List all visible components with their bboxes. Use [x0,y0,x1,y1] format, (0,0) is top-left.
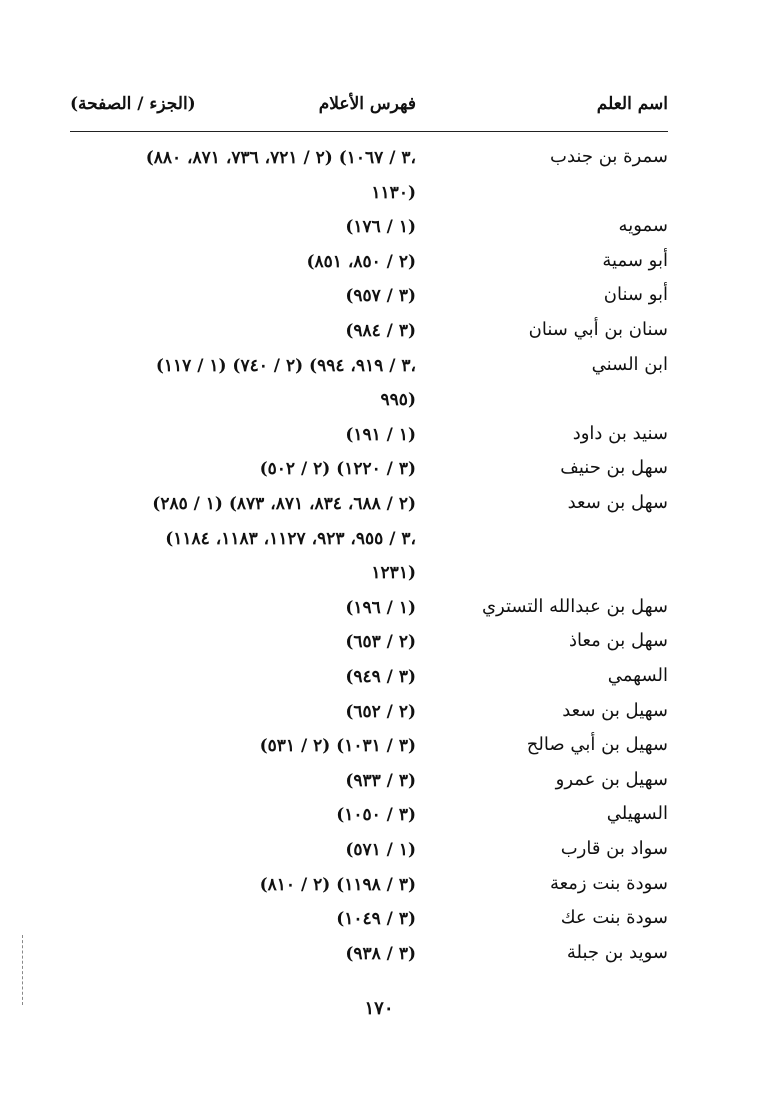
index-entry [70,596,668,630]
entry-name: سهل بن حنيف [560,457,668,479]
entry-name: أبو سنان [603,284,668,306]
index-entry [70,700,668,734]
entry-references: (١ / ١٧٦) [345,217,416,238]
index-entry [70,215,668,249]
table-header [70,94,668,126]
index-entry [70,181,668,215]
index-entry [70,873,668,907]
entry-references: (٢ / ٥٠٢) (٣ / ١٢٢٠) [259,459,416,480]
reference-column-header: (الجزء / الصفحة) [70,94,196,114]
entry-name: سهيل بن عمرو [555,768,668,790]
entry-references: (٢ / ٨٥٠، ٨٥١) [306,251,416,272]
index-entry [70,734,668,768]
entry-name: سودة بنت زمعة [549,872,668,894]
entry-references: (٣ / ٩٨٤) [345,321,416,341]
entry-name: سمويه [618,215,668,237]
entry-name: سواد بن قارب [560,838,668,859]
index-entry [70,630,668,664]
entry-references: (١ / ١١٧) (٢ / ٧٤٠) (٣ / ٩١٩، ٩٩٤، [155,355,416,376]
index-entry [70,492,668,526]
page-number: ١٧٠ [364,998,394,1019]
entry-references: (٢ / ٧٢١، ٧٣٦، ٨٧١، ٨٨٠) (٣ / ١٠٦٧، [145,148,416,168]
entry-name: السهيلي [606,803,668,825]
entry-name: سمرة بن جندب [550,146,668,167]
index-entry [70,284,668,318]
index-entry [70,457,668,491]
index-entry [70,803,668,837]
header-divider [70,131,668,132]
entry-references: (٢ / ٦٥٢) [345,701,416,722]
entry-name: ابن السني [591,353,668,375]
entry-name: أبو سمية [602,249,668,271]
entry-name: السهمي [607,665,668,686]
entry-references: (٢ / ٦٥٣) [345,632,416,653]
entry-name: سهيل بن سعد [562,699,668,721]
entry-references: (١ / ١٩١) [345,424,416,445]
entry-references: (٣ / ١٠٤٩) [336,909,416,930]
entry-name: سودة بنت عك [560,907,668,929]
entry-references: (٣ / ١٠٥٠) [336,805,416,826]
entry-references: ١٢٣١) [371,563,416,584]
entry-references: (٣ / ٩٣٣) [345,770,416,791]
index-entry [70,423,668,457]
name-column-header: اسم العلم [596,94,668,114]
index-entry [70,838,668,872]
entry-references: ٩٩٥) [380,390,416,411]
entry-references: (٣ / ٩٥٥، ٩٢٣، ١١٢٧، ١١٨٣، ١١٨٤، [165,528,416,549]
index-entry [70,146,668,180]
entry-references: (١ / ٢٨٥) (٢ / ٦٨٨، ٨٣٤، ٨٧١، ٨٧٣) [152,494,416,514]
entry-references: (١ / ٥٧١) [345,840,416,860]
index-entry [70,527,668,561]
entry-references: (٢ / ٨١٠) (٣ / ١١٩٨) [259,874,416,895]
index-title: فهرس الأعلام [318,94,416,114]
index-entry [70,561,668,595]
entry-name: سهل بن عبدالله التستري [481,595,668,617]
index-entry [70,354,668,388]
index-entry [70,769,668,803]
index-entry [70,250,668,284]
index-entry [70,319,668,353]
margin-mark [22,935,23,1005]
index-entry [70,665,668,699]
entry-references: (٢ / ٥٣١) (٣ / ١٠٣١) [259,736,416,757]
index-entry [70,907,668,941]
index-entry [70,388,668,422]
entry-name: سهل بن سعد [567,492,668,513]
entry-references: (٣ / ٩٥٧) [345,286,416,307]
entry-references: ١١٣٠) [371,182,416,203]
index-entry [70,942,668,976]
entry-name: سهل بن معاذ [569,630,668,652]
entry-references: (٣ / ٩٣٨) [345,943,416,964]
entry-references: (٣ / ٩٤٩) [345,667,416,687]
entry-name: سهيل بن أبي صالح [526,734,668,756]
entry-name: سويد بن جبلة [566,941,668,963]
entry-name: سنيد بن داود [572,422,668,444]
entry-references: (١ / ١٩٦) [345,597,416,618]
entry-name: سنان بن أبي سنان [528,319,668,340]
